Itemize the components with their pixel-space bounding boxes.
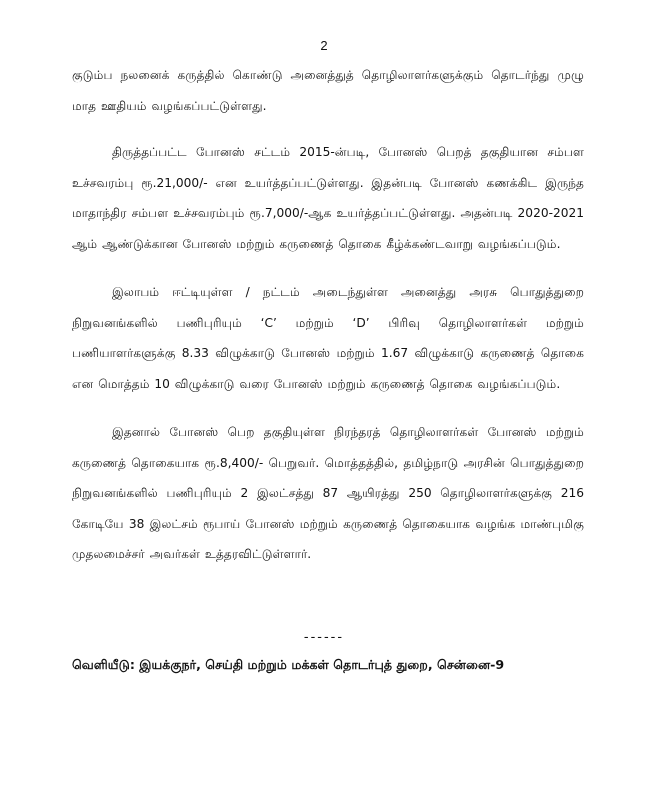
release-line: வெளியீடு: இயக்குநர், செய்தி மற்றும் மக்கள் தொடர்புத் துறை, சென்னை-9 [72, 657, 505, 672]
section-separator: ------ [303, 630, 345, 645]
paragraph-continuation: குடும்ப நலனைக் கருத்தில் கொண்டு அனைத்துத் தொழிலாளர்களுக்கும் தொடர்ந்து முழு மாத ஊதியம் வழங்கப்பட்டுள்ளது. [72, 68, 584, 113]
document-body [72, 60, 584, 588]
paragraph-bonus-rate: இலாபம் ஈட்டியுள்ள / நட்டம் அடைந்துள்ள அனைத்து அரசு பொதுத்துறை நிறுவனங்களில் பணிபுரியும் ‘C’ மற்றும் ‘D’ பிரிவு தொழிலாளர்கள் மற்றும் பணியாளர்களுக்கு 8.33 விழுக்காடு போனஸ் மற்றும் 1.67 விழுக்காடு கருணைத் தொகை என மொத்தம் 10 விழுக்காடு வரை போனஸ் மற்றும் கருணைத் தொகை வழங்கப்படும். [72, 285, 584, 391]
paragraph-bonus-act: திருத்தப்பட்ட போனஸ் சட்டம் 2015-ன்படி, போனஸ் பெறத் தகுதியான சம்பள உச்சவரம்பு ரூ.21,000/- என உயர்த்தப்பட்டுள்ளது. இதன்படி போனஸ் கணக்கிட இருந்த மாதாந்திர சம்பள உச்சவரம்பும் ரூ.7,000/-ஆக உயர்த்தப்பட்டுள்ளது. அதன்படி 2020-2021 ஆம் ஆண்டுக்கான போனஸ் மற்றும் கருணைத் தொகை கீழ்க்கண்டவாறு வழங்கப்படும். [72, 145, 584, 251]
paragraph-bonus-total: இதனால் போனஸ் பெற தகுதியுள்ள நிரந்தரத் தொழிலாளர்கள் போனஸ் மற்றும் கருணைத் தொகையாக ரூ.8,400/- பெறுவர். மொத்தத்தில், தமிழ்நாடு அரசின் பொதுத்துறை நிறுவனங்களில் பணிபுரியும் 2 இலட்சத்து 87 ஆயிரத்து 250 தொழிலாளர்களுக்கு 216 கோடியே 38 இலட்சம் ரூபாய் போனஸ் மற்றும் கருணைத் தொகையாக வழங்க மாண்புமிகு முதலமைச்சர் அவர்கள் உத்தரவிட்டுள்ளார். [72, 425, 584, 561]
page-number: 2 [320, 38, 328, 53]
